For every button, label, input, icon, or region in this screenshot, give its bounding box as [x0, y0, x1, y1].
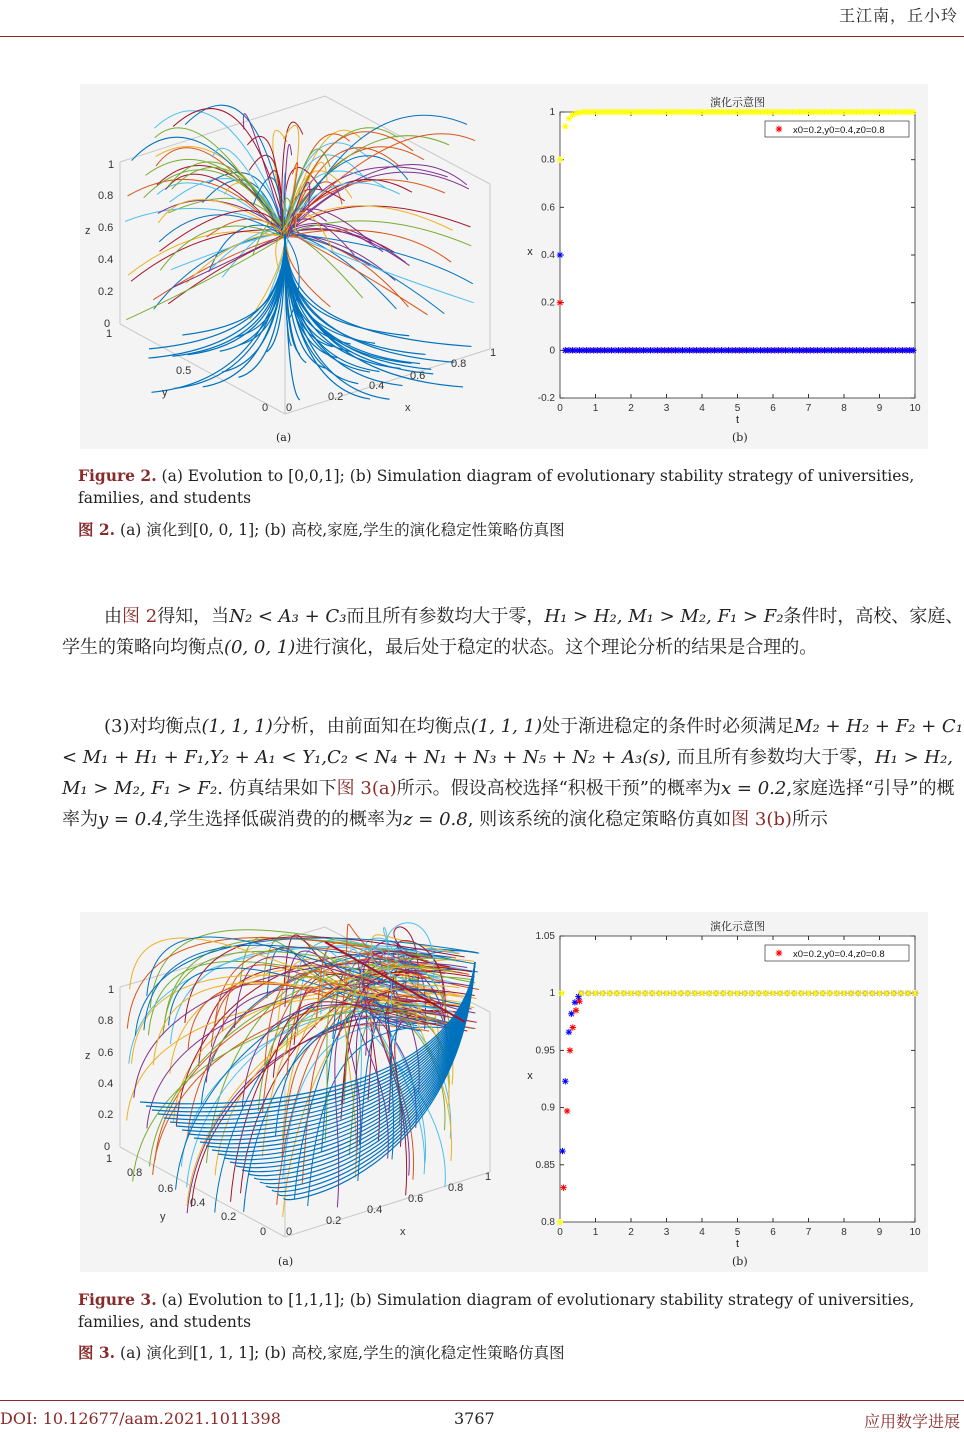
figure-3b-chart: [510, 914, 930, 1259]
z-tick: 0.4: [98, 1078, 114, 1090]
caption-text: (a) 演化到[0, 0, 1]; (b) 高校,家庭,学生的演化稳定性策略仿真图: [120, 521, 565, 539]
x-tick-label: 7: [805, 403, 812, 414]
data-point: [805, 990, 811, 996]
paragraph-1: [62, 601, 964, 663]
data-point: [557, 1219, 563, 1225]
x-axis-label: x: [400, 1226, 406, 1238]
text: 所示: [791, 809, 828, 830]
data-point: [862, 990, 868, 996]
x-tick-label: 2: [628, 1227, 634, 1238]
x-tick-label: 10: [909, 1227, 921, 1238]
data-point: [876, 990, 882, 996]
y-tick-label: 1.05: [535, 931, 555, 942]
legend-label: x0=0.2,y0=0.4,z0=0.8: [793, 949, 885, 960]
plot-area: [560, 936, 915, 1222]
data-point: [749, 990, 755, 996]
chart-title: 演化示意图: [710, 921, 765, 933]
data-point: [770, 990, 776, 996]
data-point: [567, 1047, 573, 1053]
figure-3-caption-en: [78, 1289, 964, 1333]
z-tick: 0.4: [98, 254, 114, 266]
math: (0, 0, 1): [224, 637, 296, 658]
x-tick-label: 8: [841, 403, 847, 414]
z-tick: 0.8: [98, 190, 114, 202]
caption-label: Figure 2.: [78, 466, 157, 485]
data-point: [827, 990, 833, 996]
data-point: [905, 990, 911, 996]
math: (1, 1, 1): [201, 716, 273, 737]
data-point: [557, 252, 563, 258]
data-point: [699, 990, 705, 996]
data-point: [776, 950, 782, 956]
data-point: [791, 990, 797, 996]
text: 得知，当: [157, 606, 230, 627]
x-tick: 0.4: [369, 380, 385, 392]
x-tick-label: 6: [770, 403, 776, 414]
y-axis-label: y: [160, 1211, 166, 1223]
figure-3b-label: (b): [732, 1255, 748, 1268]
y-axis-label: y: [162, 387, 168, 399]
x-tick-label: 7: [805, 1227, 812, 1238]
z-tick: 0.2: [98, 286, 114, 298]
y-tick-label: 0.4: [541, 250, 555, 261]
data-point: [560, 1184, 566, 1190]
y-tick: 1: [106, 1153, 113, 1165]
x-tick-label: 8: [841, 1227, 847, 1238]
data-point: [734, 990, 740, 996]
footer-page-number: 3767: [454, 1409, 495, 1428]
data-point: [898, 990, 904, 996]
z-tick: 0.2: [98, 1109, 114, 1121]
data-point: [572, 999, 578, 1005]
x-axis-label: x: [405, 402, 411, 414]
x-tick: 0.6: [410, 370, 426, 382]
y-tick-label: -0.2: [537, 393, 555, 404]
data-point: [599, 990, 605, 996]
y-tick-label: 0.8: [541, 154, 555, 166]
y-tick-label: 0.9: [541, 1102, 555, 1114]
y-tick-label: 0.2: [541, 297, 555, 309]
data-point: [692, 990, 698, 996]
x-axis-label: t: [735, 414, 740, 426]
text: , 而且所有参数均大于零，: [665, 747, 875, 768]
data-point: [592, 990, 598, 996]
data-point: [621, 990, 627, 996]
data-point: [562, 123, 568, 129]
figure-3a-label: (a): [278, 1255, 294, 1268]
figure-2-caption-en: [78, 465, 964, 509]
x-tick: 0.4: [367, 1204, 383, 1216]
text: ,家庭选择“引导”的概率为: [62, 778, 955, 830]
data-point: [812, 990, 818, 996]
y-tick-label: 0.95: [535, 1045, 555, 1057]
y-tick: 0: [260, 1226, 267, 1238]
caption-text: (a) Evolution to [1,1,1]; (b) Simulation diagram of evolutionary stability strategy of universities, families, and students: [78, 1291, 915, 1331]
z-tick: 0.8: [98, 1015, 114, 1027]
math: x = 0.2: [721, 778, 787, 799]
plot-area: [560, 112, 915, 398]
trajectory-curve: [285, 234, 380, 372]
x-tick-label: 5: [734, 403, 741, 414]
x-tick: 0.2: [328, 391, 344, 403]
data-point: [568, 1011, 574, 1017]
x-tick: 1: [490, 347, 497, 359]
y-tick-label: 1: [549, 988, 555, 1000]
data-point: [559, 990, 565, 996]
data-point: [777, 990, 783, 996]
figure-2b-label: (b): [732, 431, 748, 444]
data-point: [855, 990, 861, 996]
x-axis-label: t: [735, 1238, 740, 1250]
x-tick-label: 0: [557, 1227, 563, 1238]
data-point: [663, 990, 669, 996]
data-point: [910, 109, 916, 115]
data-point: [559, 1148, 565, 1154]
x-tick-label: 2: [628, 403, 634, 414]
data-point: [727, 990, 733, 996]
data-point: [678, 990, 684, 996]
data-point: [834, 990, 840, 996]
figure-3a-link[interactable]: 图 3(a): [336, 778, 397, 799]
data-point: [756, 990, 762, 996]
trajectory-curve: [288, 236, 395, 281]
math: H₁ > H₂, M₁ > M₂, F₁ > F₂: [62, 747, 954, 799]
z-tick: 1: [108, 159, 115, 171]
figure-3-caption-cn: [78, 1342, 964, 1364]
text: 进行演化，最后处于稳定的状态。这个理论分析的结果是合理的。: [295, 637, 818, 658]
x-tick: 0.2: [326, 1215, 342, 1227]
caption-label: Figure 3.: [78, 1290, 157, 1309]
y-tick-label: 0.6: [541, 202, 555, 214]
data-point: [776, 126, 782, 132]
y-tick-label: 0: [549, 345, 555, 357]
data-point: [910, 347, 916, 353]
data-point: [562, 1078, 568, 1084]
caption-label: 图 2.: [78, 520, 116, 539]
data-point: [763, 990, 769, 996]
x-tick-label: 9: [876, 403, 883, 414]
text: 条件时，高校、家庭、学生的策略向均衡点: [62, 606, 964, 658]
text: . 仿真结果如下: [217, 778, 337, 799]
x-tick: 0: [286, 1226, 293, 1238]
header-authors: 王江南，丘小玲: [838, 6, 958, 25]
text: (3)对均衡点: [104, 716, 202, 737]
data-point: [635, 990, 641, 996]
y-tick-label: 0.8: [541, 1217, 555, 1228]
data-point: [576, 998, 582, 1004]
figure-3a-trajectories: [127, 923, 479, 1217]
y-tick: 0.2: [221, 1211, 237, 1223]
z-axis-label: z: [85, 225, 91, 237]
footer-journal: 应用数学进展: [863, 1412, 960, 1431]
data-point: [841, 990, 847, 996]
data-point: [869, 990, 875, 996]
data-point: [628, 990, 634, 996]
data-point: [883, 990, 889, 996]
data-point: [706, 990, 712, 996]
data-point: [566, 1029, 572, 1035]
figure-3b-link[interactable]: 图 3(b): [731, 809, 792, 830]
x-tick-label: 3: [663, 1227, 670, 1238]
math: y = 0.4: [98, 809, 164, 830]
y-tick: 0.8: [127, 1167, 143, 1179]
y-tick: 0: [262, 402, 269, 414]
z-tick: 1: [108, 984, 115, 996]
text: 分析，由前面知在均衡点: [272, 716, 471, 737]
x-tick-label: 4: [699, 403, 705, 414]
data-point: [820, 990, 826, 996]
trajectory-curve: [282, 206, 470, 235]
z-tick: 0: [104, 318, 111, 330]
y-tick: 0.4: [190, 1197, 206, 1209]
footer-rule: [0, 1400, 964, 1401]
data-point: [784, 990, 790, 996]
x-tick-label: 1: [592, 1227, 599, 1238]
data-point: [614, 990, 620, 996]
x-tick: 1: [485, 1171, 492, 1183]
data-point: [573, 1007, 579, 1013]
data-point: [685, 990, 691, 996]
caption-text: (a) Evolution to [0,0,1]; (b) Simulation diagram of evolutionary stability strategy of universities, families, and students: [78, 467, 915, 507]
x-tick: 0.8: [448, 1182, 464, 1194]
text: , 则该系统的演化稳定策略仿真如: [467, 809, 732, 830]
trajectory-curve: [173, 235, 283, 287]
x-tick: 0.8: [451, 358, 467, 370]
caption-text: (a) 演化到[1, 1, 1]; (b) 高校,家庭,学生的演化稳定性策略仿真图: [120, 1344, 565, 1362]
data-point: [607, 990, 613, 996]
math: M₂ + H₂ + F₂ + C₁ < M₁ + H₁ + F₁,Y₂ + A₁ < Y₁,C₂ < N₄ + N₁ + N₃ + N₅ + N₂ + A₃(s): [62, 716, 963, 768]
caption-label: 图 3.: [78, 1343, 116, 1362]
z-tick: 0.6: [98, 1047, 114, 1059]
x-tick: 0.6: [408, 1193, 424, 1205]
text: 处于渐进稳定的条件时必须满足: [542, 716, 795, 737]
paragraph-2: [62, 711, 964, 835]
math: (1, 1, 1): [470, 716, 543, 737]
data-point: [720, 990, 726, 996]
text: 而且所有参数均大于零，: [346, 606, 545, 627]
header-rule: [0, 36, 964, 37]
figure-2-caption-cn: [78, 519, 964, 541]
y-tick: 0.5: [176, 365, 192, 377]
footer-doi[interactable]: DOI: 10.12677/aam.2021.1011398: [0, 1409, 281, 1428]
legend-label: x0=0.2,y0=0.4,z0=0.8: [793, 125, 885, 136]
z-tick: 0: [104, 1141, 111, 1153]
figure-2a-label: (a): [276, 431, 292, 444]
y-axis-label: x: [527, 1070, 533, 1082]
data-point: [557, 156, 563, 162]
data-point: [741, 990, 747, 996]
text: ,学生选择低碳消费的的概率为: [163, 809, 404, 830]
x-tick-label: 4: [699, 1227, 705, 1238]
figure-2a-3d-plot: [80, 84, 500, 434]
text: 所示。假设高校选择“积极干预”的概率为: [396, 778, 722, 799]
trajectory-curve: [285, 234, 402, 386]
data-point: [557, 299, 563, 305]
y-tick: 0.6: [158, 1183, 174, 1195]
x-tick-label: 3: [663, 403, 670, 414]
data-point: [670, 990, 676, 996]
data-point: [564, 1108, 570, 1114]
math: z = 0.8: [403, 809, 468, 830]
y-tick-label: 0.85: [535, 1159, 555, 1171]
x-tick-label: 6: [770, 1227, 776, 1238]
figure-2b-chart: [510, 90, 930, 440]
x-tick-label: 9: [876, 1227, 883, 1238]
text: 由: [104, 606, 122, 627]
data-point: [656, 990, 662, 996]
x-tick-label: 1: [592, 403, 599, 414]
z-tick: 0.6: [98, 222, 114, 234]
data-point: [649, 990, 655, 996]
y-tick-label: 1: [549, 107, 555, 118]
x-tick-label: 0: [557, 403, 563, 414]
y-tick: 1: [106, 328, 113, 340]
x-tick-label: 5: [734, 1227, 741, 1238]
math: N₂ < A₃ + C₃: [229, 606, 347, 627]
figure-2a-trajectories: [125, 105, 475, 400]
data-point: [713, 990, 719, 996]
data-point: [578, 990, 584, 996]
chart-title: 演化示意图: [710, 97, 765, 109]
data-point: [912, 990, 918, 996]
data-point: [585, 990, 591, 996]
y-axis-label: x: [527, 246, 533, 258]
figure-3a-3d-plot: [80, 922, 500, 1252]
data-point: [848, 990, 854, 996]
data-point: [642, 990, 648, 996]
figure-2-link[interactable]: 图 2: [122, 606, 158, 627]
x-tick-label: 10: [909, 403, 921, 414]
x-tick: 0: [286, 402, 293, 414]
math: H₁ > H₂, M₁ > M₂, F₁ > F₂: [544, 606, 784, 627]
z-axis-label: z: [85, 1050, 91, 1062]
data-point: [798, 990, 804, 996]
data-point: [891, 990, 897, 996]
